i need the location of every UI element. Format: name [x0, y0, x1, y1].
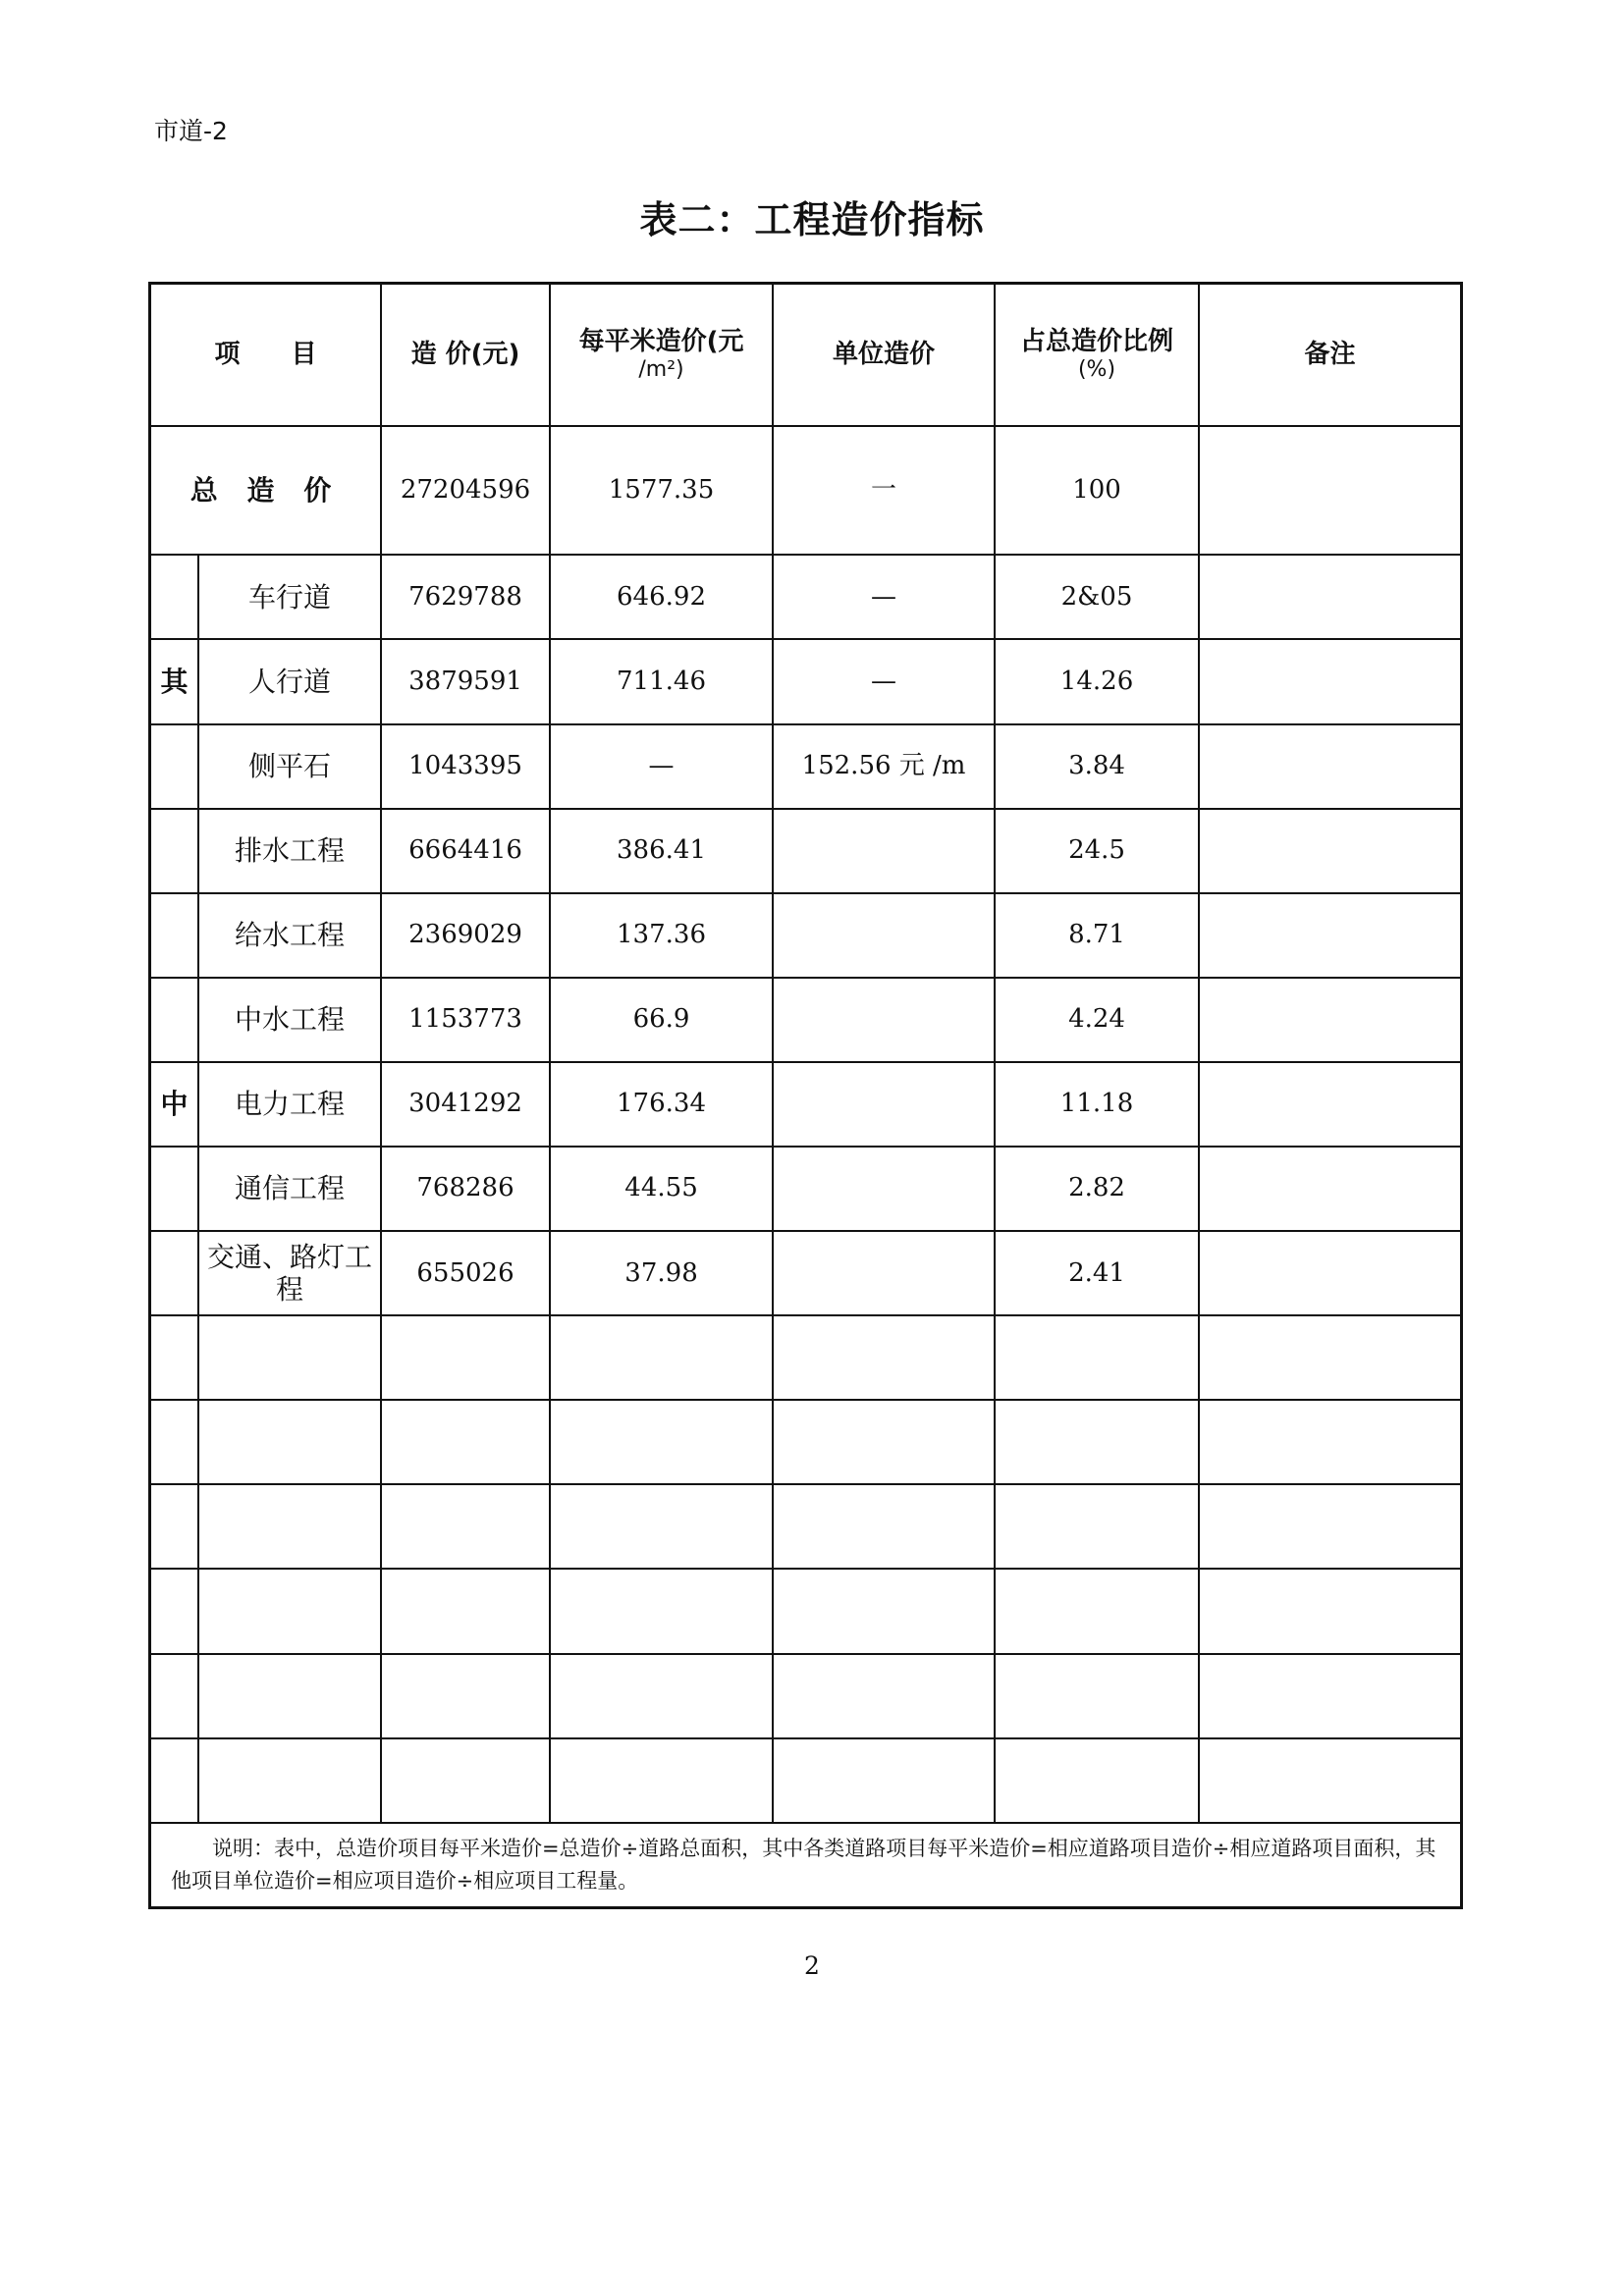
group-label-cell	[151, 1400, 198, 1484]
item-remark	[1199, 1315, 1460, 1400]
group-label-cell	[151, 1484, 198, 1569]
group-label-cell	[151, 724, 198, 809]
group-label-cell	[151, 978, 198, 1062]
column-header-unit-cost: 单位造价	[773, 285, 995, 426]
item-remark	[1199, 555, 1460, 639]
item-cost: 2369029	[381, 893, 550, 978]
item-name: 电力工程	[198, 1062, 381, 1147]
item-ratio	[995, 1654, 1199, 1738]
ratio-header-line1: 占总造价比例	[1020, 326, 1174, 356]
item-name: 给水工程	[198, 893, 381, 978]
table-row	[151, 893, 1460, 978]
item-cost	[381, 1315, 550, 1400]
item-unit-cost	[773, 1231, 995, 1315]
total-cost: 27204596	[381, 426, 550, 555]
table-note: 说明：表中，总造价项目每平米造价=总造价÷道路总面积，其中各类道路项目每平米造价=相应道路项目造价÷相应道路项目面积，其他项目单位造价=相应项目造价÷相应项目工程量。	[151, 1823, 1460, 1906]
group-label-cell	[151, 1738, 198, 1823]
total-remark	[1199, 426, 1460, 555]
item-per-sqm: 646.92	[550, 555, 773, 639]
group-label-cell: 中	[151, 1062, 198, 1147]
item-cost	[381, 1400, 550, 1484]
group-label-cell	[151, 809, 198, 893]
item-cost	[381, 1738, 550, 1823]
item-cost: 6664416	[381, 809, 550, 893]
column-header-ratio	[995, 285, 1199, 426]
item-ratio	[995, 1484, 1199, 1569]
item-per-sqm	[550, 1654, 773, 1738]
total-label: 总 造 价	[151, 426, 381, 555]
item-ratio: 2&05	[995, 555, 1199, 639]
table-header-row	[151, 285, 1460, 426]
item-ratio: 2.41	[995, 1231, 1199, 1315]
group-label-cell	[151, 1654, 198, 1738]
item-remark	[1199, 639, 1460, 723]
item-ratio: 14.26	[995, 639, 1199, 723]
item-per-sqm: 711.46	[550, 639, 773, 723]
item-cost	[381, 1484, 550, 1569]
page-title: 表二：工程造价指标	[639, 198, 985, 241]
item-name	[198, 1400, 381, 1484]
item-unit-cost: —	[773, 555, 995, 639]
item-unit-cost	[773, 1484, 995, 1569]
group-label-cell: 其	[151, 639, 198, 723]
item-ratio: 3.84	[995, 724, 1199, 809]
item-name	[198, 1315, 381, 1400]
item-name: 通信工程	[198, 1147, 381, 1231]
per-sqm-header-line1: 每平米造价(元	[578, 326, 744, 356]
item-ratio: 2.82	[995, 1147, 1199, 1231]
item-ratio	[995, 1400, 1199, 1484]
per-sqm-header-line2: /m²)	[638, 356, 684, 382]
column-header-per-sqm	[550, 285, 773, 426]
item-cost: 1153773	[381, 978, 550, 1062]
note-row	[151, 1823, 1460, 1906]
group-label-cell	[151, 1315, 198, 1400]
item-name: 排水工程	[198, 809, 381, 893]
column-header-remark: 备注	[1199, 285, 1460, 426]
table-row	[151, 724, 1460, 809]
item-ratio: 4.24	[995, 978, 1199, 1062]
item-ratio	[995, 1315, 1199, 1400]
item-per-sqm: 176.34	[550, 1062, 773, 1147]
item-name	[198, 1738, 381, 1823]
column-header-cost: 造 价(元)	[381, 285, 550, 426]
table-row	[151, 809, 1460, 893]
item-unit-cost: —	[773, 639, 995, 723]
item-remark	[1199, 1654, 1460, 1738]
group-label-cell	[151, 1569, 198, 1653]
item-cost	[381, 1569, 550, 1653]
item-per-sqm	[550, 1400, 773, 1484]
item-unit-cost	[773, 1147, 995, 1231]
item-per-sqm: 137.36	[550, 893, 773, 978]
item-remark	[1199, 1231, 1460, 1315]
item-unit-cost	[773, 893, 995, 978]
table-row	[151, 1738, 1460, 1823]
item-cost: 1043395	[381, 724, 550, 809]
item-unit-cost	[773, 1062, 995, 1147]
item-cost: 655026	[381, 1231, 550, 1315]
column-header-item: 项 目	[151, 285, 381, 426]
item-unit-cost	[773, 1738, 995, 1823]
item-remark	[1199, 1147, 1460, 1231]
item-per-sqm	[550, 1484, 773, 1569]
item-unit-cost	[773, 1569, 995, 1653]
item-name	[198, 1654, 381, 1738]
item-remark	[1199, 809, 1460, 893]
item-remark	[1199, 724, 1460, 809]
item-unit-cost	[773, 809, 995, 893]
item-per-sqm	[550, 1569, 773, 1653]
group-label-cell	[151, 1147, 198, 1231]
group-label-cell	[151, 1231, 198, 1315]
table-row	[151, 1484, 1460, 1569]
table-row	[151, 1231, 1460, 1315]
item-cost: 3879591	[381, 639, 550, 723]
item-name: 人行道	[198, 639, 381, 723]
item-unit-cost	[773, 978, 995, 1062]
cost-index-table-container	[148, 282, 1463, 1909]
item-remark	[1199, 1062, 1460, 1147]
item-name: 中水工程	[198, 978, 381, 1062]
item-unit-cost	[773, 1400, 995, 1484]
table-row	[151, 555, 1460, 639]
table-row	[151, 639, 1460, 723]
item-remark	[1199, 1569, 1460, 1653]
item-per-sqm: 386.41	[550, 809, 773, 893]
item-per-sqm: 37.98	[550, 1231, 773, 1315]
table-row	[151, 1654, 1460, 1738]
table-row	[151, 1062, 1460, 1147]
document-code: 市道-2	[154, 117, 228, 145]
cost-index-table	[151, 285, 1460, 1906]
item-cost: 7629788	[381, 555, 550, 639]
item-ratio: 24.5	[995, 809, 1199, 893]
item-name: 侧平石	[198, 724, 381, 809]
table-row	[151, 978, 1460, 1062]
item-ratio: 11.18	[995, 1062, 1199, 1147]
item-remark	[1199, 893, 1460, 978]
item-name	[198, 1569, 381, 1653]
item-per-sqm: —	[550, 724, 773, 809]
total-row	[151, 426, 1460, 555]
item-cost: 3041292	[381, 1062, 550, 1147]
item-ratio	[995, 1738, 1199, 1823]
item-unit-cost	[773, 1315, 995, 1400]
item-remark	[1199, 1484, 1460, 1569]
total-per-sqm: 1577.35	[550, 426, 773, 555]
item-per-sqm: 66.9	[550, 978, 773, 1062]
item-name: 车行道	[198, 555, 381, 639]
ratio-header-line2: (%)	[1077, 356, 1116, 382]
item-name: 交通、路灯工程	[198, 1231, 381, 1315]
page-number: 2	[804, 1951, 820, 1980]
group-label-cell	[151, 893, 198, 978]
table-row	[151, 1147, 1460, 1231]
total-ratio: 100	[995, 426, 1199, 555]
table-row	[151, 1569, 1460, 1653]
group-label-cell	[151, 555, 198, 639]
item-name	[198, 1484, 381, 1569]
item-unit-cost: 152.56 元 /m	[773, 724, 995, 809]
item-remark	[1199, 1738, 1460, 1823]
item-per-sqm	[550, 1738, 773, 1823]
item-per-sqm	[550, 1315, 773, 1400]
table-row	[151, 1400, 1460, 1484]
item-unit-cost	[773, 1654, 995, 1738]
item-per-sqm: 44.55	[550, 1147, 773, 1231]
item-ratio: 8.71	[995, 893, 1199, 978]
table-row	[151, 1315, 1460, 1400]
item-remark	[1199, 978, 1460, 1062]
total-unit-cost: 一	[773, 426, 995, 555]
item-cost	[381, 1654, 550, 1738]
item-cost: 768286	[381, 1147, 550, 1231]
item-remark	[1199, 1400, 1460, 1484]
item-ratio	[995, 1569, 1199, 1653]
